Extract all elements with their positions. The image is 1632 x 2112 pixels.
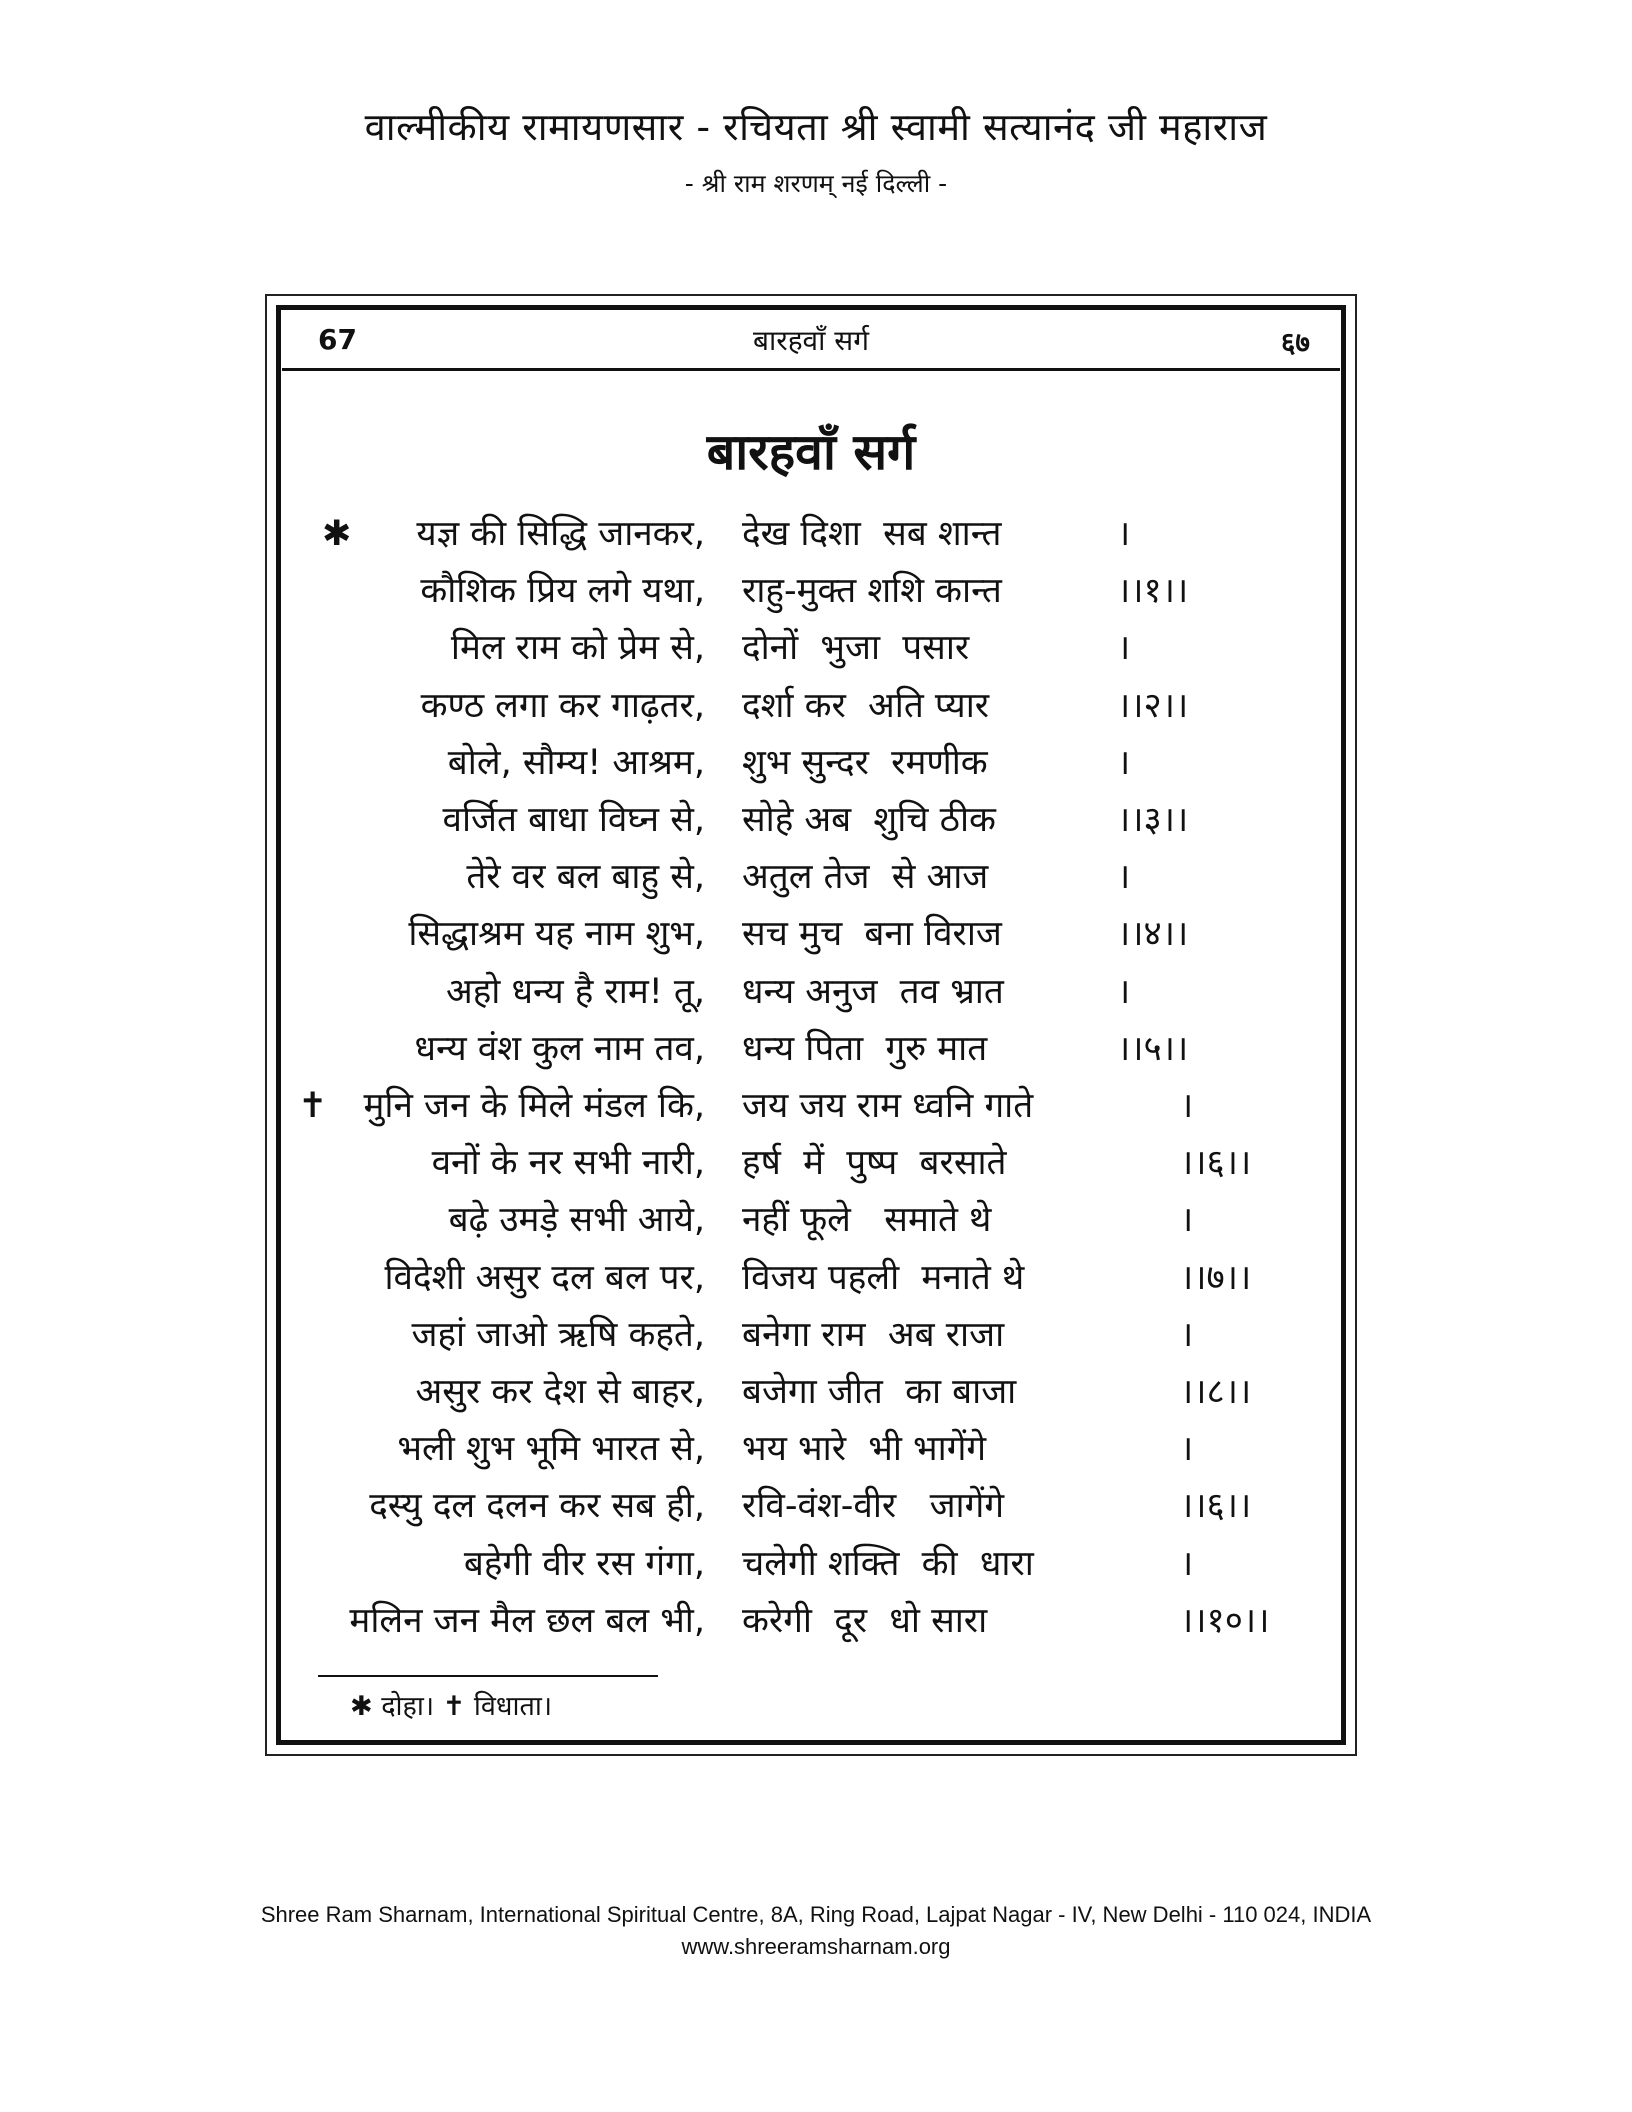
verse-line: [0, 1481, 1632, 1531]
verse-end-marker: ।: [1180, 1200, 1194, 1241]
verse-first-half: मलिन जन मैल छल बल भी,: [349, 1600, 705, 1641]
verse-second-half: अतुल तेज से आज: [742, 857, 989, 898]
verse-line: [0, 1367, 1632, 1417]
verse-first-half: कौशिक प्रिय लगे यथा,: [420, 571, 705, 612]
verse-end-marker: ।।१।।: [1117, 571, 1189, 612]
verse-end-marker: ।।३।।: [1117, 800, 1189, 840]
verse-first-half: असुर कर देश से बाहर,: [415, 1372, 705, 1412]
verse-second-half: सच मुच बना विराज: [742, 914, 1002, 955]
verse-end-marker: ।: [1180, 1086, 1194, 1126]
verse-end-marker: ।।६।।: [1180, 1486, 1252, 1527]
footer-website: www.shreeramsharnam.org: [681, 1934, 951, 1959]
verse-first-half: धन्य वंश कुल नाम तव,: [414, 1028, 705, 1069]
verse-second-half: विजय पहली मनाते थे: [742, 1257, 1025, 1298]
verse-end-marker: ।।४।।: [1117, 914, 1189, 955]
verse-first-half: जहां जाओ ऋषि कहते,: [411, 1314, 705, 1355]
verse-second-half: धन्य पिता गुरु मात: [742, 1028, 988, 1069]
verse-end-marker: ।।८।।: [1180, 1372, 1252, 1412]
footer-address: Shree Ram Sharnam, International Spiritual Centre, 8A, Ring Road, Lajpat Nagar - IV, New Delhi - 110 024, INDIA: [260, 1902, 1372, 1927]
footnote: ✱ दोहा। ✝ विधाता।: [350, 1691, 553, 1722]
verse-second-half: धन्य अनुज तव भ्रात: [742, 971, 1004, 1012]
page-number-arabic: 67: [318, 323, 357, 356]
verse-first-half: मुनि जन के मिले मंडल कि,: [363, 1086, 705, 1126]
footnote-divider: [318, 1675, 658, 1677]
verse-end-marker: ।: [1180, 1429, 1194, 1470]
verse-line: [0, 566, 1632, 616]
verse-first-half: वर्जित बाधा विघ्न से,: [442, 800, 705, 840]
verse-line: [0, 1195, 1632, 1245]
verse-end-marker: ।।७।।: [1180, 1257, 1252, 1298]
verse-second-half: बजेगा जीत का बाजा: [742, 1372, 1017, 1412]
verse-line: [0, 852, 1632, 902]
verse-line: [0, 623, 1632, 673]
verse-first-half: बोले, सौम्य! आश्रम,: [447, 742, 705, 783]
verse-end-marker: ।: [1117, 742, 1131, 783]
verse-line: [0, 1138, 1632, 1188]
verse-first-half: कण्ठ लगा कर गाढ़तर,: [420, 685, 705, 726]
verse-first-half: भली शुभ भूमि भारत से,: [397, 1429, 705, 1470]
verse-end-marker: ।: [1117, 971, 1131, 1012]
verse-line: [0, 1081, 1632, 1131]
verse-second-half: बनेगा राम अब राजा: [742, 1314, 1005, 1355]
running-head-title: बारहवाँ सर्ग: [753, 324, 869, 357]
verse-second-half: देख दिशा सब शान्त: [742, 514, 1002, 554]
page-number-devanagari: ६७: [1280, 326, 1310, 359]
verse-line: [0, 1596, 1632, 1646]
verse-end-marker: ।।६।।: [1180, 1143, 1252, 1184]
verse-first-half: दस्यु दल दलन कर सब ही,: [369, 1486, 705, 1527]
verse-second-half: सोहे अब शुचि ठीक: [742, 800, 996, 840]
verse-end-marker: ।: [1117, 857, 1131, 898]
verse-second-half: करेगी दूर धो सारा: [742, 1600, 988, 1641]
verse-second-half: भय भारे भी भागेंगे: [742, 1429, 987, 1470]
running-head: [282, 311, 1340, 371]
verse-second-half: राहु-मुक्त शशि कान्त: [742, 571, 1002, 612]
book-header-title: वाल्मीकीय रामायणसार - रचियता श्री स्वामी सत्यानंद जी महाराज: [364, 105, 1268, 149]
verse-line: [0, 1424, 1632, 1474]
verse-first-half: बढ़े उमड़े सभी आये,: [448, 1200, 705, 1241]
verse-first-half: तेरे वर बल बाहु से,: [466, 857, 705, 898]
book-header-subtitle: - श्री राम शरणम् नई दिल्ली -: [684, 169, 948, 198]
verse-line: [0, 681, 1632, 731]
verse-first-half: सिद्धाश्रम यह नाम शुभ,: [408, 914, 705, 955]
verse-line: [0, 509, 1632, 559]
verse-end-marker: ।: [1117, 514, 1131, 554]
chapter-title: बारहवाँ सर्ग: [706, 423, 916, 481]
verse-line: [0, 1539, 1632, 1589]
verse-end-marker: ।।२।।: [1117, 685, 1189, 726]
verse-second-half: रवि-वंश-वीर जागेंगे: [742, 1486, 1005, 1527]
verse-line: [0, 738, 1632, 788]
verse-line: [0, 1310, 1632, 1360]
verse-line: [0, 795, 1632, 845]
verse-first-half: वनों के नर सभी नारी,: [431, 1143, 705, 1184]
verse-line: [0, 1024, 1632, 1074]
verse-end-marker: ।: [1180, 1543, 1194, 1584]
verse-second-half: दोनों भुजा पसार: [742, 628, 970, 669]
verse-end-marker: ।: [1180, 1314, 1194, 1355]
verse-second-half: शुभ सुन्दर रमणीक: [742, 742, 988, 783]
verse-first-half: विदेशी असुर दल बल पर,: [384, 1257, 705, 1298]
verse-first-half: मिल राम को प्रेम से,: [450, 628, 705, 669]
verse-second-half: जय जय राम ध्वनि गाते: [742, 1086, 1034, 1126]
verse-first-half: अहो धन्य है राम! तू,: [445, 971, 705, 1012]
verse-line: [0, 909, 1632, 959]
verse-end-marker: ।।५।।: [1117, 1028, 1189, 1069]
verse-end-marker: ।: [1117, 628, 1131, 669]
verse-second-half: दर्शा कर अति प्यार: [742, 685, 990, 726]
verse-first-half: बहेगी वीर रस गंगा,: [463, 1543, 705, 1584]
verse-first-half: यज्ञ की सिद्धि जानकर,: [416, 514, 705, 554]
verse-line: [0, 1253, 1632, 1303]
verse-line: [0, 967, 1632, 1017]
dagger-icon: ✝: [298, 1086, 328, 1126]
verse-second-half: हर्ष में पुष्प बरसाते: [742, 1143, 1007, 1184]
verse-end-marker: ।।१०।।: [1180, 1600, 1270, 1641]
asterisk-icon: ✱: [322, 514, 352, 554]
verse-second-half: चलेगी शक्ति की धारा: [742, 1543, 1034, 1584]
verse-second-half: नहीं फूले समाते थे: [742, 1200, 992, 1241]
